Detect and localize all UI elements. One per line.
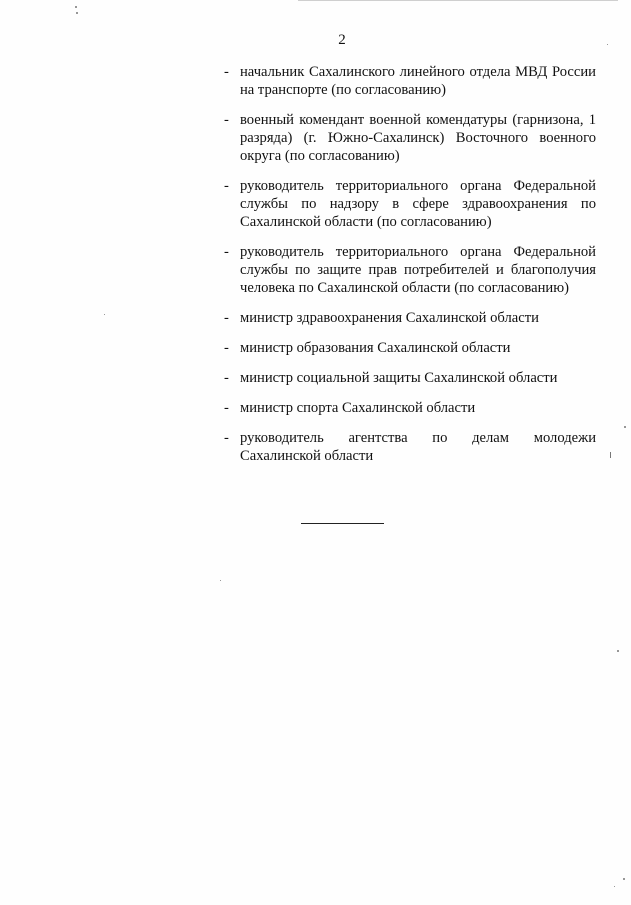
list-item-text: военный комендант военной комендатуры (гарнизона, 1 разряда) (г. Южно-Сахалинск) Восточного военного округа (по согласованию): [240, 112, 596, 164]
scan-speck: [623, 878, 625, 880]
list-item: [224, 339, 596, 357]
scan-speck: [220, 580, 221, 581]
list-bullet: -: [224, 430, 229, 446]
list-item-text: начальник Сахалинского линейного отдела МВД России на транспорте (по согласованию): [240, 64, 596, 98]
list-bullet: -: [224, 370, 229, 386]
list-bullet: -: [224, 112, 229, 128]
list-item-text: руководитель территориального органа Федеральной службы по защите прав потребителей и благополучия человека по Сахалинской области (по согласованию): [240, 244, 596, 296]
list-item: [224, 309, 596, 327]
scan-speck: [76, 12, 78, 14]
page-number: 2: [338, 32, 346, 48]
list-bullet: -: [224, 340, 229, 356]
list-item: [224, 399, 596, 417]
list-item-text: руководитель территориального органа Федеральной службы по надзору в сфере здравоохранения по Сахалинской области (по согласованию): [240, 178, 596, 230]
list-item: [224, 429, 596, 465]
closing-separator-line: [301, 523, 384, 524]
list-bullet: -: [224, 400, 229, 416]
list-item: [224, 111, 596, 165]
scan-speck: [607, 44, 608, 45]
list-item-text: министр социальной защиты Сахалинской области: [240, 370, 558, 386]
members-list: [224, 63, 596, 477]
list-item: [224, 177, 596, 231]
scan-speck: [624, 426, 626, 428]
list-bullet: -: [224, 310, 229, 326]
list-bullet: -: [224, 178, 229, 194]
scan-edge-line: [298, 0, 618, 1]
list-item: [224, 63, 596, 99]
list-bullet: -: [224, 244, 229, 260]
scan-speck: [614, 886, 615, 887]
scan-speck: [75, 6, 77, 8]
list-bullet: -: [224, 64, 229, 80]
scan-speck: [104, 314, 105, 315]
list-item-text: министр здравоохранения Сахалинской области: [240, 310, 539, 326]
list-item-text: руководитель агентства по делам молодежи Сахалинской области: [240, 430, 596, 464]
scan-speck: [610, 452, 611, 458]
list-item: [224, 243, 596, 297]
list-item-text: министр образования Сахалинской области: [240, 340, 511, 356]
list-item: [224, 369, 596, 387]
list-item-text: министр спорта Сахалинской области: [240, 400, 476, 416]
scan-speck: [617, 650, 619, 652]
